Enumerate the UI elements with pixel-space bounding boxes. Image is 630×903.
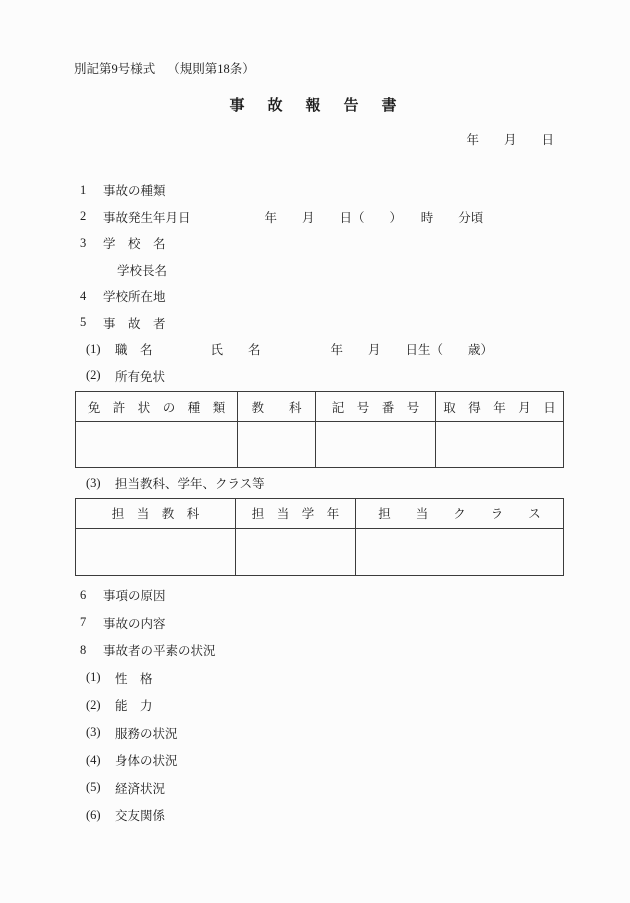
license-type-cell <box>76 422 238 468</box>
birthdate-placeholder: 年 月 日生（ 歳） <box>330 343 494 358</box>
regulation-reference: （規則第18条） <box>167 62 255 76</box>
registration-number-header: 記 号 番 号 <box>316 392 436 422</box>
subitem-work-status <box>0 719 630 747</box>
assigned-class-header: 担 当 ク ラ ス <box>356 498 564 528</box>
item-label: 学校長名 <box>117 263 168 278</box>
assigned-grade-cell <box>236 528 356 575</box>
datetime-placeholder: 年 月 日（ ） 時 分頃 <box>264 210 484 225</box>
item-label: 事項の原因 <box>103 589 166 604</box>
acquisition-date-cell <box>436 422 564 468</box>
item-label: 事故の種類 <box>103 184 166 199</box>
assignment-table-entry-row <box>76 528 564 575</box>
item-label: 事故者の平素の状況 <box>103 644 216 659</box>
subitem-friendships <box>0 802 630 830</box>
assigned-class-cell <box>356 528 564 575</box>
item-number: 2 <box>80 209 87 224</box>
item-school-name <box>0 230 630 257</box>
assignment-table <box>75 498 564 576</box>
item-number: 6 <box>80 587 87 602</box>
item-usual-condition <box>0 637 630 665</box>
license-table-entry-row <box>76 422 564 468</box>
item-number: 4 <box>80 288 87 303</box>
item-number: 8 <box>80 642 87 657</box>
assigned-grade-header: 担 当 学 年 <box>236 498 356 528</box>
item-label: 性 格 <box>115 671 153 686</box>
subitem-economic-status <box>0 774 630 802</box>
license-table <box>75 391 564 468</box>
item-label: 事故発生年月日 <box>103 210 191 225</box>
subitem-number: (2) <box>86 368 101 383</box>
item-number: 1 <box>80 182 87 197</box>
subitem-number: (1) <box>86 670 101 685</box>
registration-number-cell <box>316 422 436 468</box>
item-accident-type <box>0 177 630 204</box>
form-number-line <box>0 0 630 77</box>
subject-cell <box>238 422 316 468</box>
item-accident-datetime <box>0 204 630 231</box>
license-table-header-row <box>76 392 564 422</box>
item-accident-details <box>0 609 630 637</box>
subitem-number: (3) <box>86 725 101 740</box>
item-school-address <box>0 283 630 310</box>
item-label: 学 校 名 <box>103 237 166 252</box>
person-name-label: 氏 名 <box>210 343 261 358</box>
subitem-number: (3) <box>86 475 101 490</box>
subitem-job-and-name <box>0 336 630 363</box>
subitem-number: (1) <box>86 341 101 356</box>
form-number: 別記第9号様式 <box>74 62 156 76</box>
assigned-subject-cell <box>76 528 236 575</box>
item-label: 経済状況 <box>115 781 166 796</box>
license-type-header: 免 許 状 の 種 類 <box>76 392 238 422</box>
item-label: 身体の状況 <box>115 754 178 769</box>
form-items <box>0 177 630 829</box>
item-label: 交友関係 <box>115 809 166 824</box>
subitem-assignment <box>0 470 630 497</box>
assignment-table-header-row <box>76 498 564 528</box>
acquisition-date-header: 取 得 年 月 日 <box>436 392 564 422</box>
subitem-number: (5) <box>86 780 101 795</box>
item-label: 能 力 <box>115 699 153 714</box>
subitem-number: (4) <box>86 752 101 767</box>
assigned-subject-header: 担 当 教 科 <box>76 498 236 528</box>
subitem-licenses-held <box>0 363 630 390</box>
subject-header: 教 科 <box>238 392 316 422</box>
item-label: 事故の内容 <box>103 616 166 631</box>
subitem-number: (6) <box>86 807 101 822</box>
item-label: 担当教科、学年、クラス等 <box>115 477 265 492</box>
item-principal-name <box>0 257 630 284</box>
report-date-placeholder: 年 月 日 <box>466 133 554 147</box>
item-number: 7 <box>80 615 87 630</box>
subitem-physical-status <box>0 747 630 775</box>
document-title: 事 故 報 告 書 <box>229 98 401 114</box>
item-accident-person <box>0 310 630 337</box>
subitem-personality <box>0 664 630 692</box>
item-number: 5 <box>80 315 87 330</box>
item-label: 所有免状 <box>115 369 166 384</box>
item-label: 学校所在地 <box>103 290 166 305</box>
item-number: 3 <box>80 235 87 250</box>
subitem-ability <box>0 692 630 720</box>
item-label: 事 故 者 <box>103 316 166 331</box>
job-title-label: 職 名 <box>115 343 153 358</box>
subitem-number: (2) <box>86 697 101 712</box>
item-label: 服務の状況 <box>115 726 178 741</box>
item-accident-cause <box>0 582 630 610</box>
